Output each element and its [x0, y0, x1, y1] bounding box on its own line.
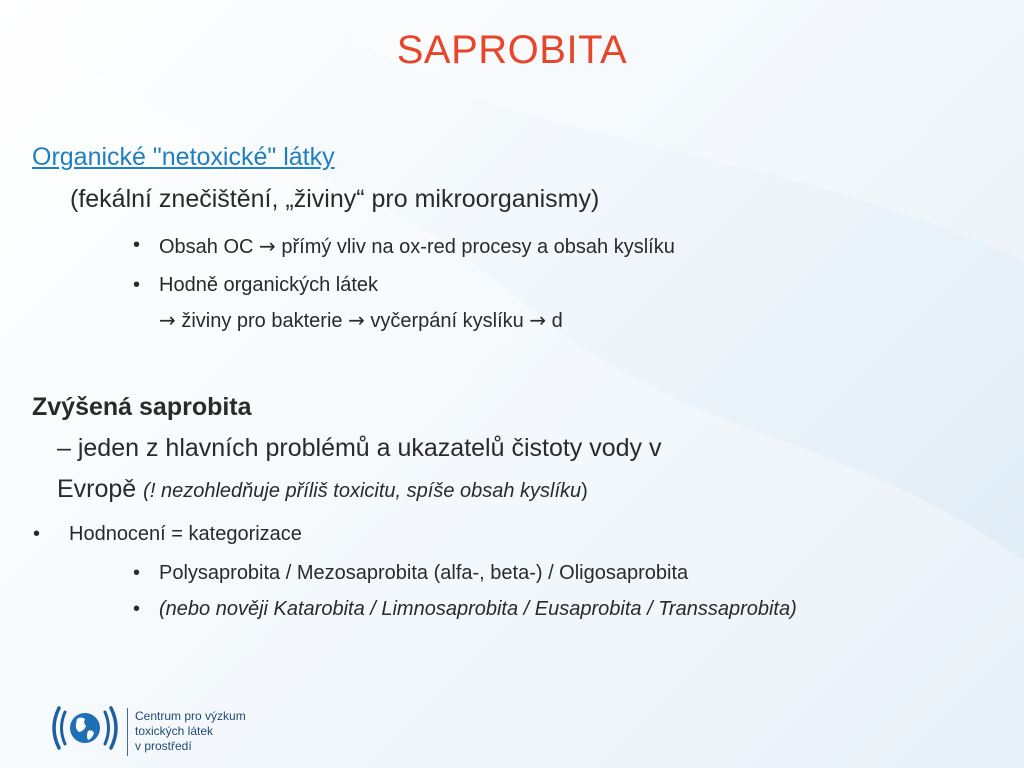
- logo-line-1: Centrum pro výzkum: [135, 709, 246, 723]
- globe-logo-icon: [50, 702, 120, 754]
- bullet-marker: •: [133, 234, 141, 256]
- text-segment: Evropě: [57, 475, 144, 503]
- note-italic: (! nezohledňuje příliš toxicitu, spíše obsah kyslíku: [143, 480, 582, 502]
- logo-line-3: v prostředí: [135, 739, 192, 753]
- logo-text: [135, 709, 246, 754]
- bullet-text-segment: Obsah OC: [159, 236, 260, 258]
- arrow-right-icon: →: [348, 308, 365, 332]
- subheading-fecal: (fekální znečištění, „živiny“ pro mikroorganismy): [70, 185, 600, 213]
- slide-title: SAPROBITA: [396, 28, 628, 72]
- logo-divider: [127, 708, 128, 756]
- bullet-evaluation: Hodnocení = kategorizace: [69, 523, 302, 545]
- bullet-marker: •: [133, 598, 141, 620]
- heading-link-organic-substances[interactable]: Organické "netoxické" látky: [32, 143, 335, 171]
- description-line-2: [57, 475, 588, 504]
- arrow-right-icon: →: [259, 234, 276, 258]
- bullet-text-organic: Hodně organických látek: [159, 274, 379, 296]
- bullet-text-segment: vyčerpání kyslíku: [364, 310, 530, 332]
- arrow-right-icon: →: [159, 308, 176, 332]
- bullet-text-segment: přímý vliv na ox-red procesy a obsah kyslíku: [275, 236, 675, 258]
- bullet-text-segment: d: [546, 310, 563, 332]
- logo-line-2: toxických látek: [135, 724, 214, 738]
- heading-increased-saprobity: Zvýšená saprobita: [32, 393, 252, 421]
- text-segment: ): [581, 480, 588, 502]
- arrow-right-icon: →: [529, 308, 547, 332]
- bullet-text-chain: [159, 308, 563, 333]
- bullet-text-oc: [159, 234, 675, 259]
- bullet-marker: •: [33, 523, 41, 545]
- sub-bullet-newer-classes: (nebo nověji Katarobita / Limnosaprobita / Eusaprobita / Transsaprobita): [159, 598, 797, 620]
- bullet-marker: •: [133, 562, 141, 584]
- sub-bullet-saprobity-classes: Polysaprobita / Mezosaprobita (alfa-, beta-) / Oligosaprobita: [159, 562, 689, 584]
- description-line-1: – jeden z hlavních problémů a ukazatelů čistoty vody v: [57, 434, 662, 462]
- bullet-marker: •: [133, 274, 141, 296]
- bullet-text-segment: živiny pro bakterie: [175, 310, 349, 332]
